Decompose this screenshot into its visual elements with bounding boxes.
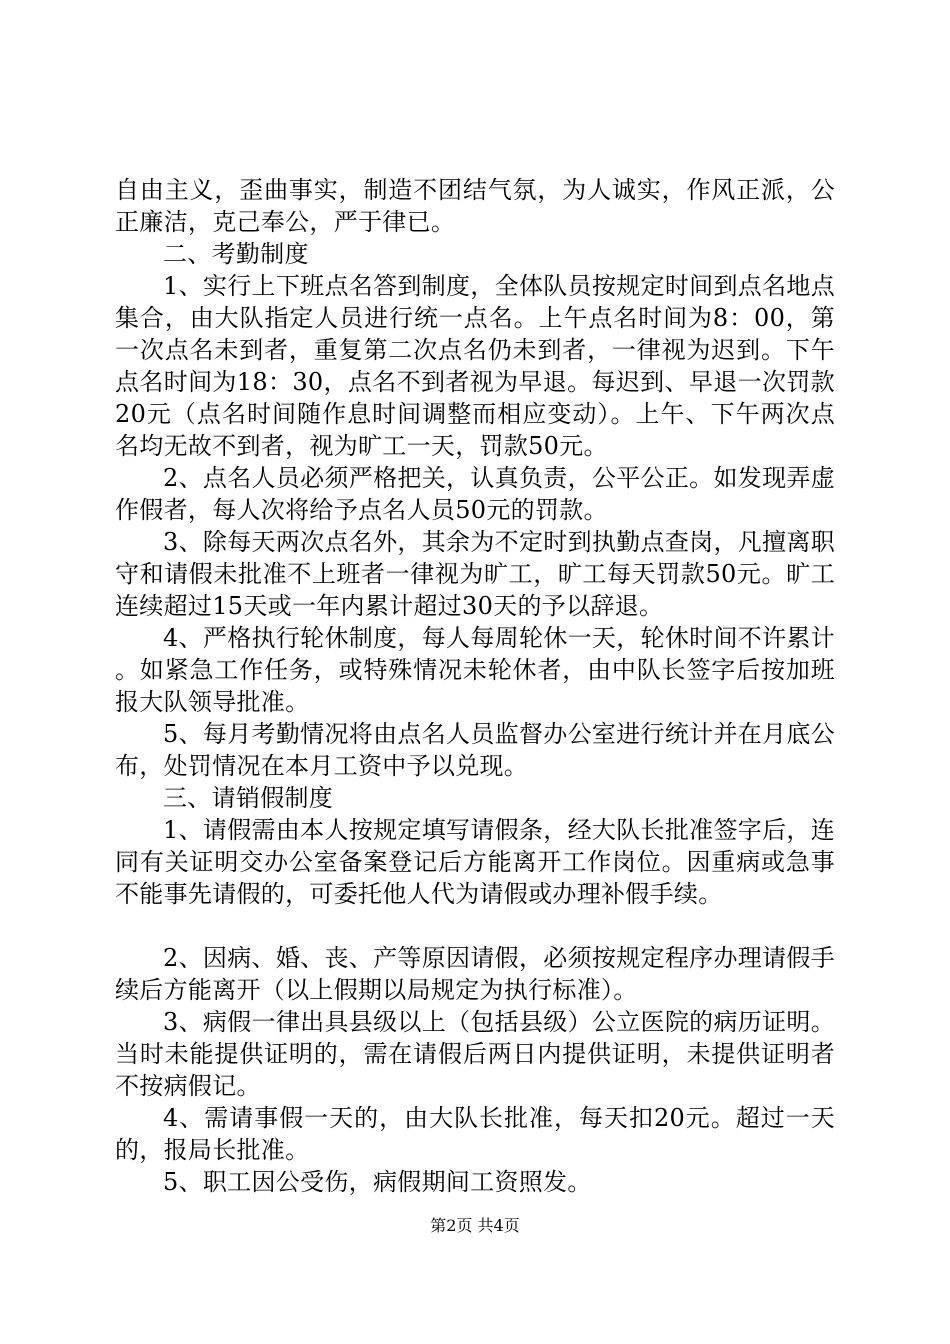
section-heading-leave: 三、请销假制度 (163, 784, 334, 812)
attendance-rule-3: 3、除每天两次点名外，其余为不定时到执勤点查岗，凡擅离职守和请假未批准不上班者一律视为旷工，旷工每天罚款50元。旷工连续超过15天或一年内累计超过30天的予以辞退。 (115, 528, 835, 620)
leave-rule-2: 2、因病、婚、丧、产等原因请假，必须按规定程序办理请假手续后方能离开（以上假期以局规定为执行标准）。 (115, 944, 835, 1004)
attendance-rule-2: 2、点名人员必须严格把关，认真负责，公平公正。如发现弄虚作假者，每人次将给予点名人员50元的罚款。 (115, 464, 835, 524)
leave-rule-5: 5、职工因公受伤，病假期间工资照发。 (163, 1168, 592, 1196)
leave-rule-4: 4、需请事假一天的，由大队长批准，每天扣20元。超过一天的，报局长批准。 (115, 1104, 835, 1164)
attendance-rule-1: 1、实行上下班点名答到制度，全体队员按规定时间到点名地点集合，由大队指定人员进行统一点名。上午点名时间为8：00，第一次点名未到者，重复第二次点名仍未到者，一律视为迟到。下午点名时间为18：30，点名不到者视为早退。每迟到、早退一次罚款20元（点名时间随作息时间调整而相应变动）。上午、下午两次点名均无故不到者，视为旷工一天，罚款50元。 (115, 272, 835, 460)
document-body (115, 174, 835, 1198)
leave-rule-3: 3、病假一律出具县级以上（包括县级）公立医院的病历证明。当时未能提供证明的，需在请假后两日内提供证明，未提供证明者不按病假记。 (115, 1008, 835, 1100)
attendance-rule-5: 5、每月考勤情况将由点名人员监督办公室进行统计并在月底公布，处罚情况在本月工资中予以兑现。 (115, 720, 835, 780)
paragraph-continuation: 自由主义，歪曲事实，制造不团结气氛，为人诚实，作风正派，公正廉洁，克己奉公，严于律已。 (115, 176, 835, 236)
section-heading-attendance: 二、考勤制度 (163, 240, 309, 268)
leave-rule-1: 1、请假需由本人按规定填写请假条，经大队长批准签字后，连同有关证明交办公室备案登记后方能离开工作岗位。因重病或急事不能事先请假的，可委托他人代为请假或办理补假手续。 (115, 816, 835, 908)
page-number-footer: 第2页 共4页 (430, 1216, 520, 1235)
attendance-rule-4: 4、严格执行轮休制度，每人每周轮休一天，轮休时间不许累计。如紧急工作任务，或特殊情况未轮休者，由中队长签字后按加班报大队领导批准。 (115, 624, 835, 716)
